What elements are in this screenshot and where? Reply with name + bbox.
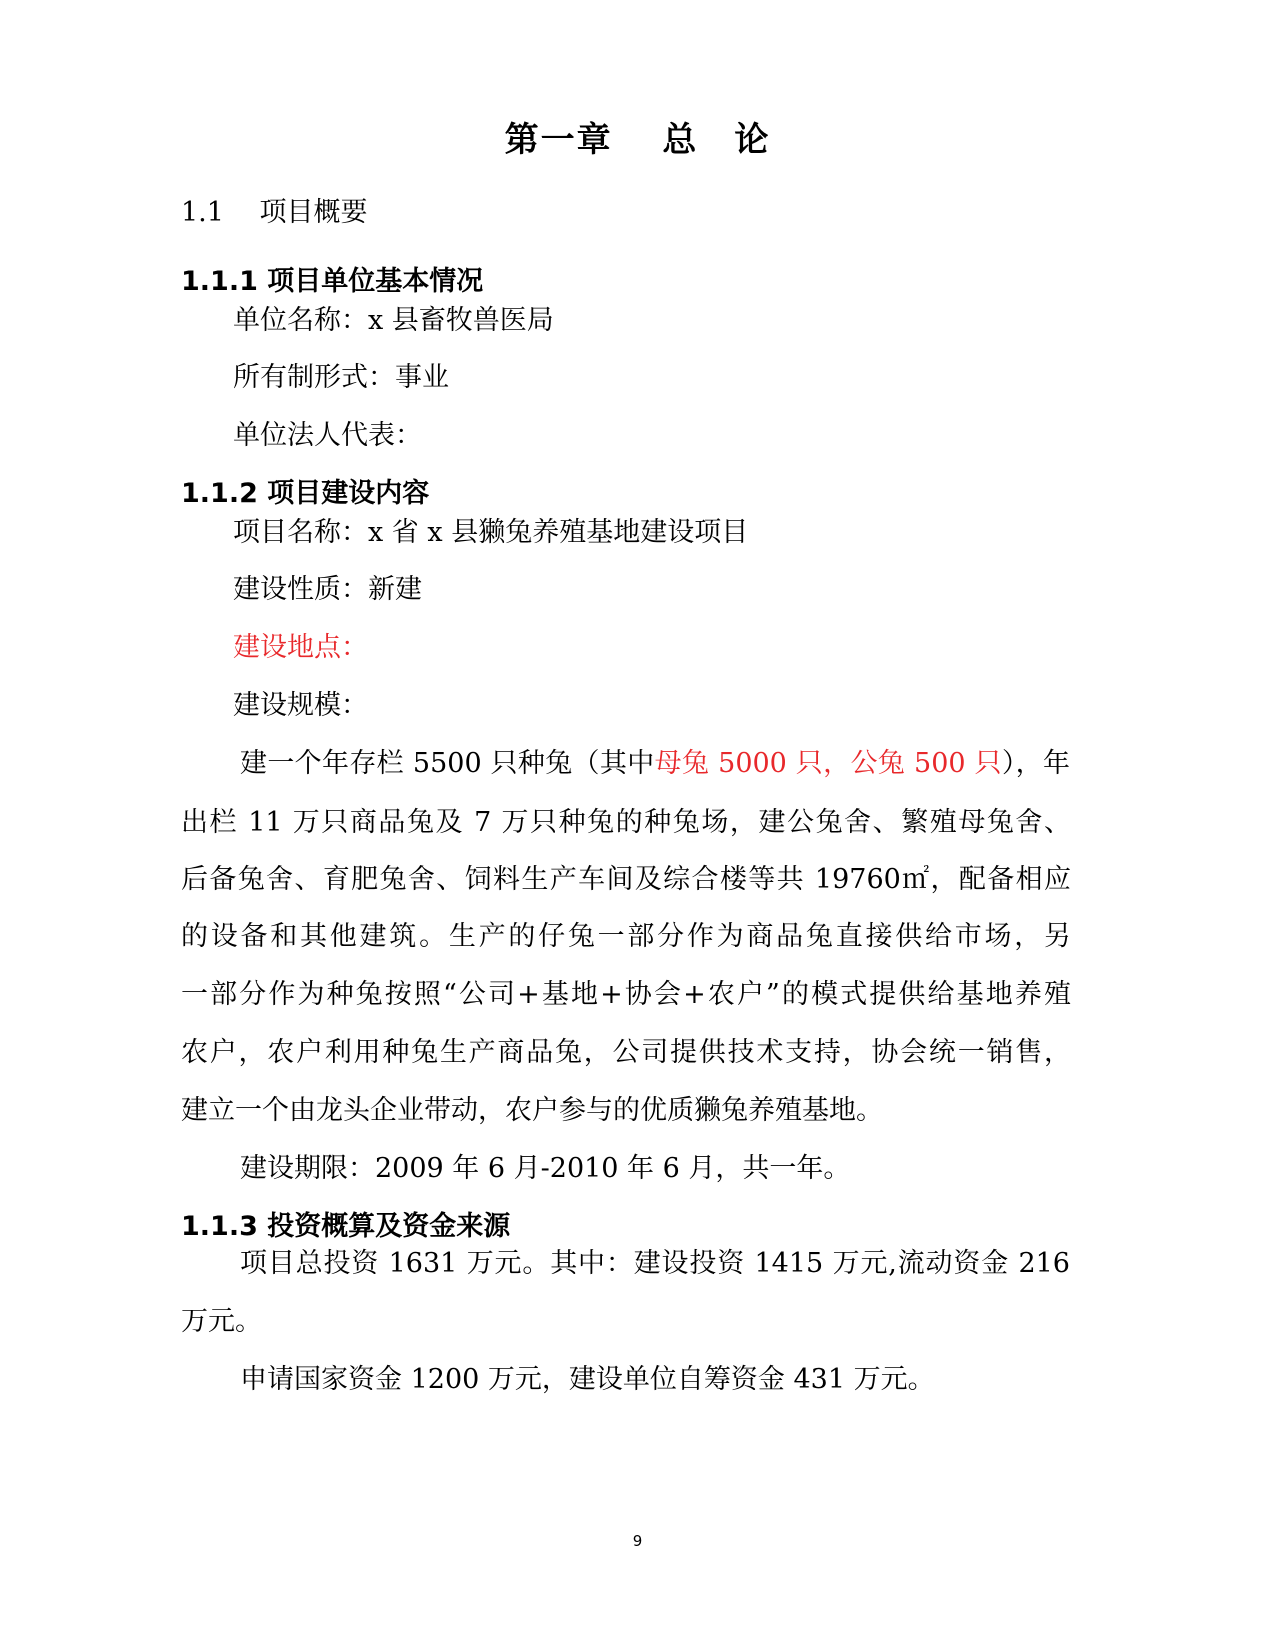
funding-source-line: 申请国家资金 1200 万元，建设单位自筹资金 431 万元。 xyxy=(240,1364,935,1395)
subsection-heading-unit-info: 1.1.1 项目单位基本情况 xyxy=(181,266,484,297)
unit-name-line: 单位名称：x 县畜牧兽医局 xyxy=(233,305,554,336)
page-number: 9 xyxy=(632,1532,643,1550)
ownership-line: 所有制形式：事业 xyxy=(233,362,449,393)
construction-nature-line: 建设性质：新建 xyxy=(233,574,422,605)
construction-scale-line: 建设规模： xyxy=(233,690,368,721)
scale-paragraph-prefix: 建一个年存栏 5500 只种兔（其中 xyxy=(240,748,655,779)
scale-paragraph-line-2: 出栏 11 万只商品兔及 7 万只种兔的种兔场，建公兔舍、繁殖母兔舍、 xyxy=(181,807,1071,838)
investment-line-2: 万元。 xyxy=(181,1306,262,1337)
scale-paragraph-line-3: 后备兔舍、育肥兔舍、饲料生产车间及综合楼等共 19760㎡，配备相应 xyxy=(181,864,1071,895)
subsection-heading-construction: 1.1.2 项目建设内容 xyxy=(181,478,430,509)
construction-location-line: 建设地点： xyxy=(233,632,368,663)
scale-paragraph-line-1 xyxy=(240,741,1070,780)
scale-paragraph-line-4: 的设备和其他建筑。生产的仔兔一部分作为商品兔直接供给市场，另 xyxy=(181,921,1071,952)
scale-paragraph-highlight: 母兔 5000 只，公兔 500 只 xyxy=(654,748,1002,779)
section-heading-project-overview: 1.1 项目概要 xyxy=(181,197,368,228)
project-name-line: 项目名称：x 省 x 县獭兔养殖基地建设项目 xyxy=(233,517,749,548)
scale-paragraph-suffix: ），年 xyxy=(1001,748,1070,779)
scale-paragraph-line-5: 一部分作为种兔按照“公司+基地+协会+农户”的模式提供给基地养殖 xyxy=(181,979,1071,1010)
subsection-heading-investment: 1.1.3 投资概算及资金来源 xyxy=(181,1211,511,1242)
construction-period-line: 建设期限：2009 年 6 月-2010 年 6 月，共一年。 xyxy=(240,1153,851,1184)
investment-line-1: 项目总投资 1631 万元。其中：建设投资 1415 万元,流动资金 216 xyxy=(240,1248,1070,1279)
scale-paragraph-line-7: 建立一个由龙头企业带动，农户参与的优质獭兔养殖基地。 xyxy=(181,1095,883,1126)
scale-paragraph-line-6: 农户，农户利用种兔生产商品兔，公司提供技术支持，协会统一销售， xyxy=(181,1037,1071,1068)
legal-representative-line: 单位法人代表： xyxy=(233,420,422,451)
chapter-title: 第一章 总 论 xyxy=(504,120,771,160)
